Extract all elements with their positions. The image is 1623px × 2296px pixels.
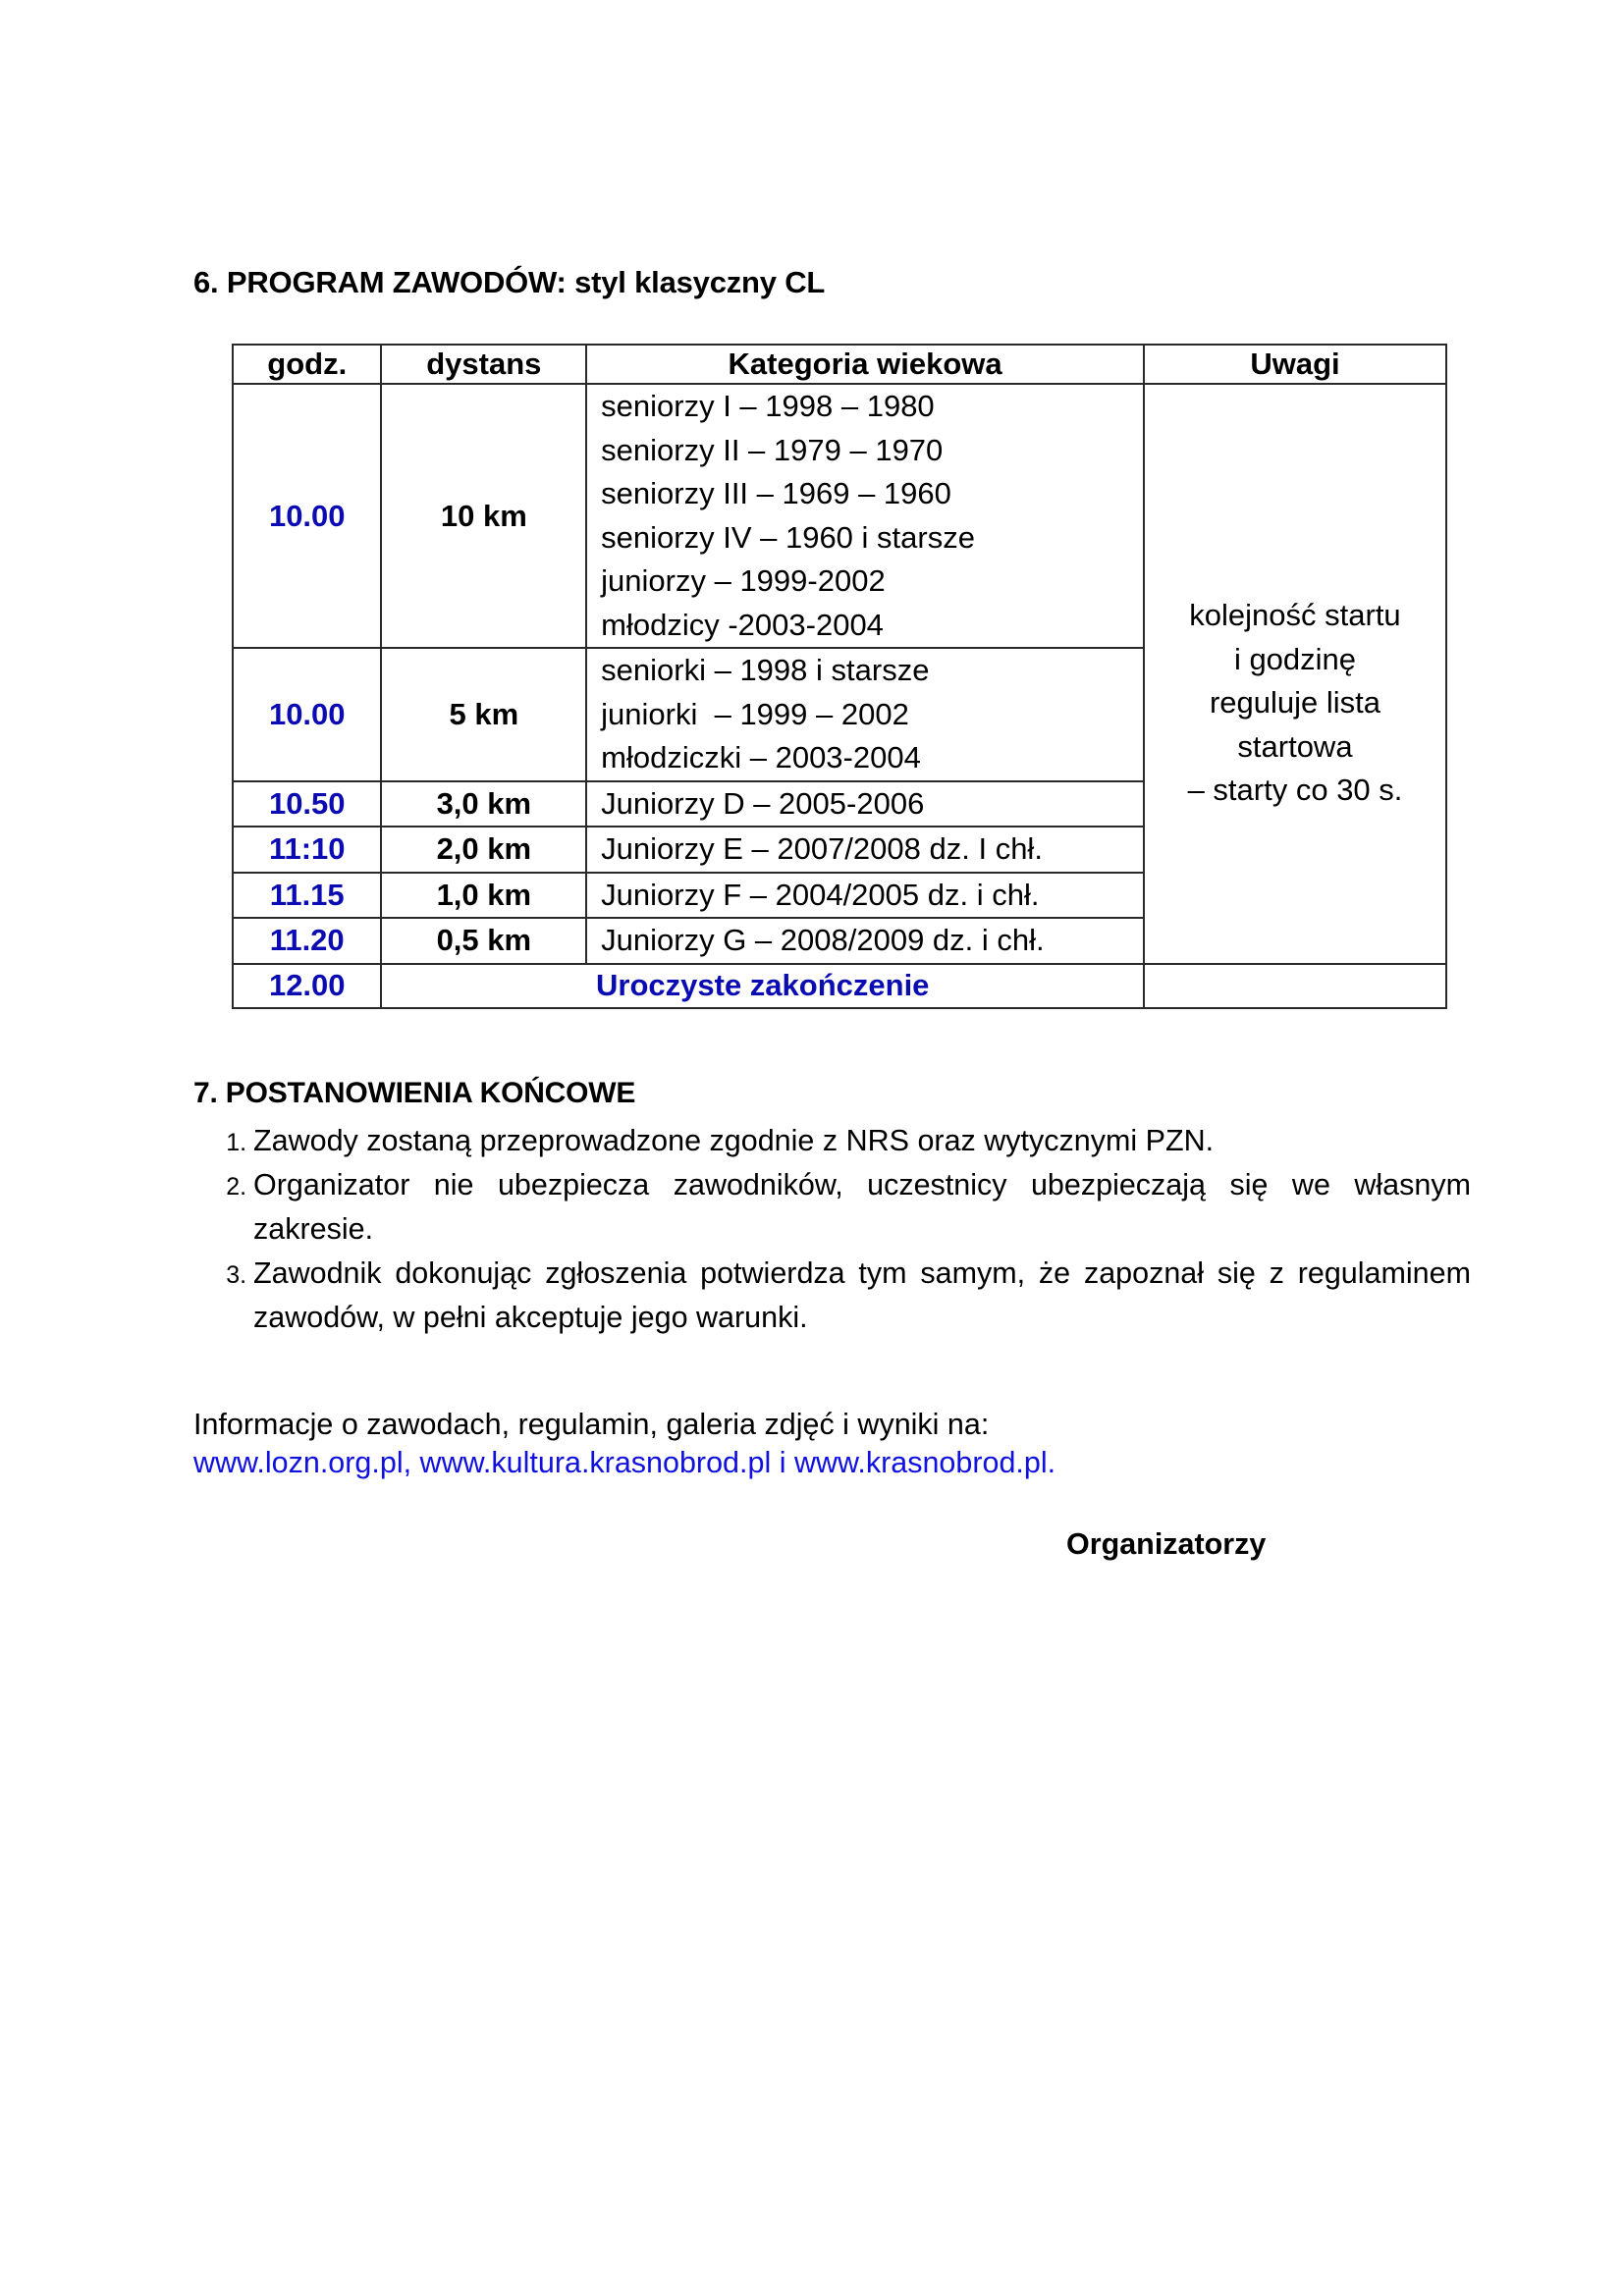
row-time: 10.50 <box>233 781 381 828</box>
row-categories <box>586 827 1144 873</box>
row-categories <box>586 873 1144 919</box>
category-line: seniorzy IV – 1960 i starsze <box>601 519 975 555</box>
row-distance: 3,0 km <box>381 781 586 828</box>
info-block <box>193 1406 1055 1482</box>
final-provisions-list <box>218 1119 1471 1340</box>
category-line: Juniorzy G – 2008/2009 dz. i chł. <box>601 923 1045 957</box>
list-item: 3. Zawodnik dokonując zgłoszenia potwierdza tym samym, że zapoznał się z regulaminem zawodów, w pełni akceptuje jego warunki. <box>253 1252 1471 1340</box>
category-line: Juniorzy D – 2005-2006 <box>601 785 925 821</box>
row-categories <box>586 918 1144 964</box>
program-table <box>232 344 1447 1009</box>
header-remarks: Uwagi <box>1144 345 1446 384</box>
remarks-line: – starty co 30 s. <box>1187 773 1403 807</box>
category-line: seniorzy I – 1998 – 1980 <box>601 389 935 423</box>
row-categories <box>586 648 1144 781</box>
remarks-line: kolejność startu <box>1189 598 1401 632</box>
row-distance: 5 km <box>381 648 586 781</box>
list-item: 1. Zawody zostaną przeprowadzone zgodnie z NRS oraz wytycznymi PZN. <box>253 1119 1471 1163</box>
category-line: seniorzy III – 1969 – 1960 <box>601 476 951 510</box>
category-line: seniorki – 1998 i starsze <box>601 653 930 687</box>
section-6-heading: 6. PROGRAM ZAWODÓW: styl klasyczny CL <box>193 265 826 299</box>
remarks-cell <box>1144 384 1446 964</box>
category-line: juniorki – 1999 – 2002 <box>601 696 909 731</box>
info-links[interactable]: www.lozn.org.pl, www.kultura.krasnobrod.pl i www.krasnobrod.pl. <box>193 1446 1056 1479</box>
list-item: 2. Organizator nie ubezpiecza zawodników, uczestnicy ubezpieczają się we własnym zakresie. <box>253 1163 1471 1252</box>
table-row <box>233 384 1446 648</box>
signature: Organizatorzy <box>1066 1527 1267 1561</box>
category-line: Juniorzy F – 2004/2005 dz. i chł. <box>601 877 1040 912</box>
header-distance: dystans <box>381 345 586 384</box>
row-time: 11.20 <box>233 918 381 964</box>
closing-remarks <box>1144 964 1446 1008</box>
remarks-line: startowa <box>1237 728 1353 764</box>
info-text: Informacje o zawodach, regulamin, galeria zdjęć i wyniki na: <box>193 1408 990 1441</box>
row-time: 10.00 <box>233 648 381 781</box>
row-distance: 2,0 km <box>381 827 586 873</box>
remarks-line: i godzinę <box>1233 641 1357 676</box>
closing-time: 12.00 <box>233 964 381 1008</box>
row-distance: 1,0 km <box>381 873 586 919</box>
row-distance: 0,5 km <box>381 918 586 964</box>
row-distance: 10 km <box>381 384 586 648</box>
table-header-row <box>233 345 1446 384</box>
row-time: 10.00 <box>233 384 381 648</box>
section-7-heading: 7. POSTANOWIENIA KOŃCOWE <box>193 1077 636 1109</box>
category-line: młodziczki – 2003-2004 <box>601 740 921 774</box>
remarks-line: reguluje lista <box>1209 685 1381 720</box>
row-categories <box>586 781 1144 828</box>
header-category: Kategoria wiekowa <box>586 345 1144 384</box>
row-time: 11:10 <box>233 827 381 873</box>
category-line: młodzicy -2003-2004 <box>601 607 884 642</box>
row-time: 11.15 <box>233 873 381 919</box>
category-line: seniorzy II – 1979 – 1970 <box>601 432 944 467</box>
closing-row <box>233 964 1446 1008</box>
category-line: Juniorzy E – 2007/2008 dz. I chł. <box>601 831 1043 866</box>
closing-label: Uroczyste zakończenie <box>381 964 1144 1008</box>
header-time: godz. <box>233 345 381 384</box>
row-categories <box>586 384 1144 648</box>
category-line: juniorzy – 1999-2002 <box>601 563 886 598</box>
